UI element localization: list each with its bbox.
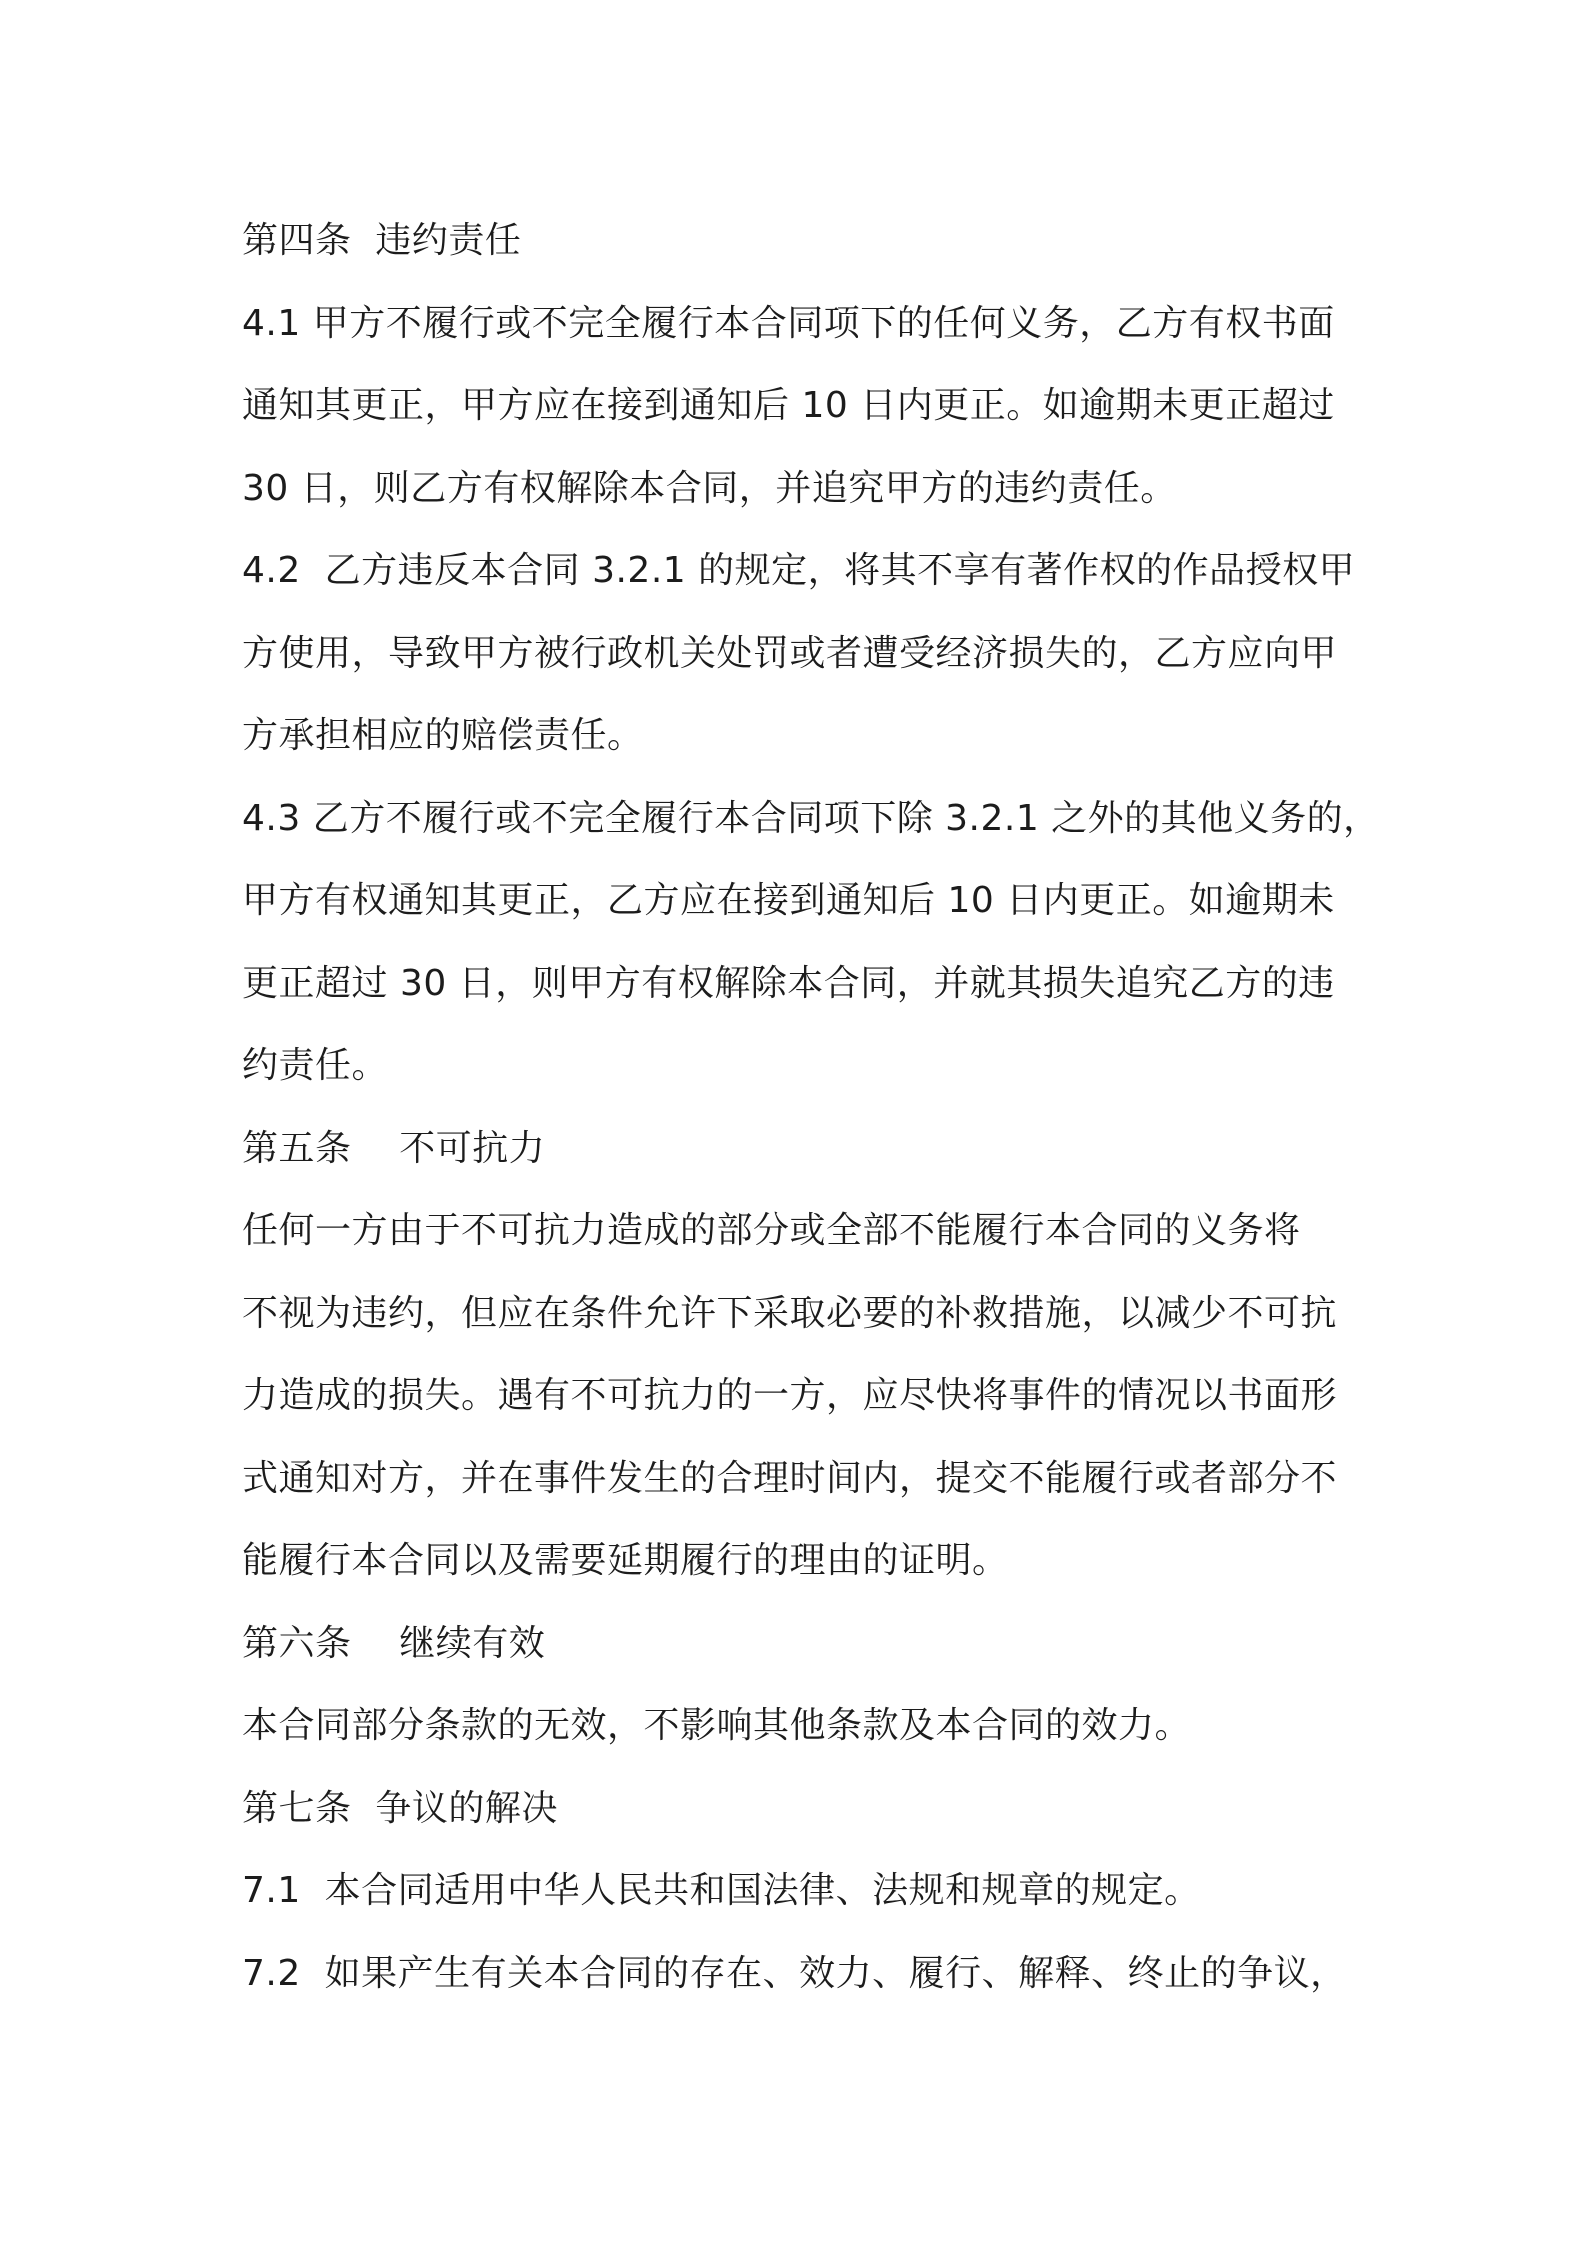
paragraph-line: 力造成的损失。遇有不可抗力的一方，应尽快将事件的情况以书面形 [242,1375,1338,1416]
paragraph-line: 本合同部分条款的无效，不影响其他条款及本合同的效力。 [242,1705,1192,1746]
paragraph-line: 约责任。 [242,1045,389,1086]
paragraph-line: 方承担相应的赔偿责任。 [242,715,644,756]
paragraph-line: 通知其更正，甲方应在接到通知后 10 日内更正。如逾期未更正超过 [242,385,1335,426]
article-7-heading: 第七条 争议的解决 [242,1787,558,1829]
paragraph-line: 方使用，导致甲方被行政机关处罚或者遭受经济损失的，乙方应向甲 [242,632,1338,674]
paragraph-line: 7.2 如果产生有关本合同的存在、效力、履行、解释、终止的争议， [242,1952,1347,1994]
document-body [242,200,1380,2015]
paragraph-line: 4.1 甲方不履行或不完全履行本合同项下的任何义务，乙方有权书面 [242,302,1335,344]
paragraph-line: 7.1 本合同适用中华人民共和国法律、法规和规章的规定。 [242,1870,1201,1911]
article-6-heading: 第六条 继续有效 [242,1622,546,1664]
paragraph-line: 4.3 乙方不履行或不完全履行本合同项下除 3.2.1 之外的其他义务的， [242,797,1380,839]
paragraph-line: 甲方有权通知其更正，乙方应在接到通知后 10 日内更正。如逾期未 [242,880,1335,921]
paragraph-line: 更正超过 30 日，则甲方有权解除本合同，并就其损失追究乙方的违 [242,962,1335,1004]
paragraph-line: 4.2 乙方违反本合同 3.2.1 的规定，将其不享有著作权的作品授权甲 [242,550,1356,591]
paragraph-line: 不视为违约，但应在条件允许下采取必要的补救措施，以减少不可抗 [242,1292,1338,1334]
paragraph-line: 任何一方由于不可抗力造成的部分或全部不能履行本合同的义务将 [242,1210,1301,1251]
paragraph-line: 30 日，则乙方有权解除本合同，并追究甲方的违约责任。 [242,467,1177,509]
paragraph-line: 能履行本合同以及需要延期履行的理由的证明。 [242,1540,1009,1581]
paragraph-line: 式通知对方，并在事件发生的合理时间内，提交不能履行或者部分不 [242,1457,1338,1499]
article-4-heading: 第四条 违约责任 [242,220,522,261]
article-5-heading: 第五条 不可抗力 [242,1127,546,1169]
